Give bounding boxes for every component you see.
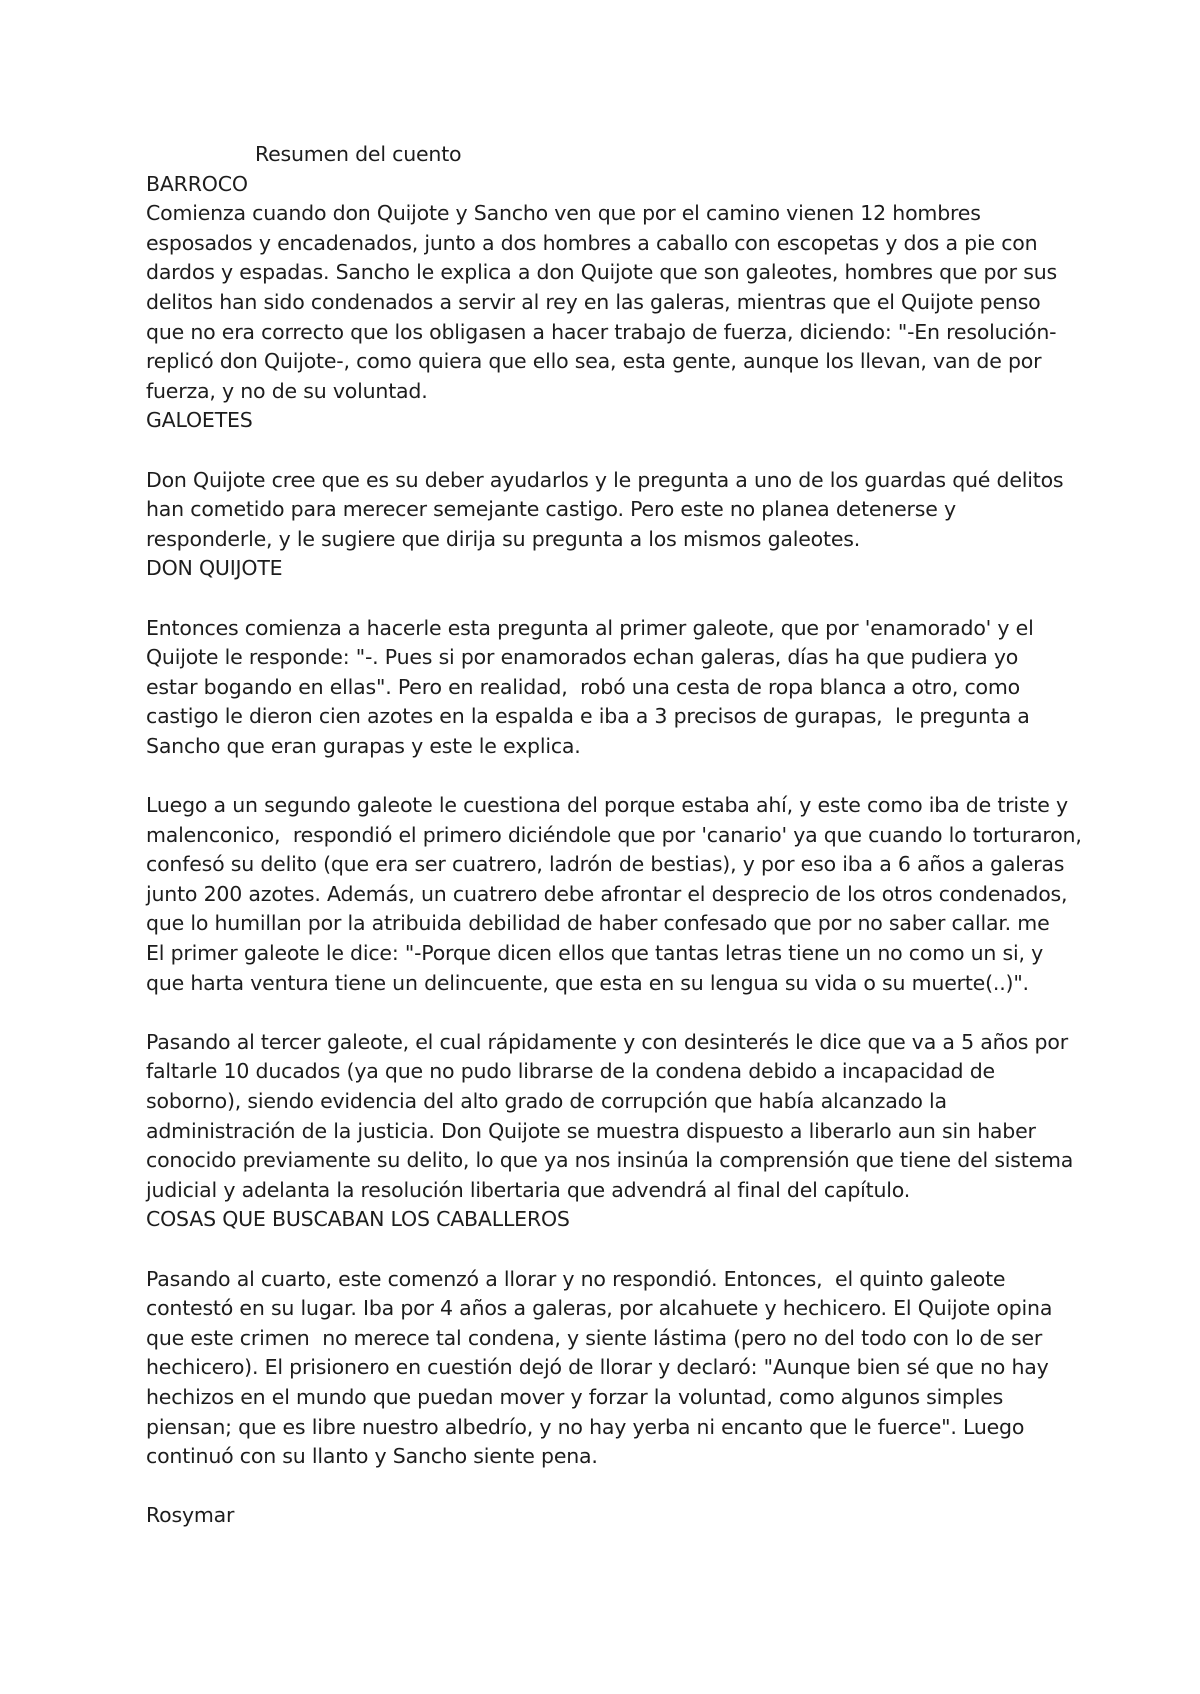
text-line: hechicero). El prisionero en cuestión dejó de llorar y declaró: "Aunque bien sé que no hay (146, 1355, 1049, 1380)
text-line: administración de la justicia. Don Quijote se muestra dispuesto a liberarlo aun sin haber (146, 1118, 1036, 1143)
text-line: Quijote le responde: "-. Pues si por enamorados echan galeras, días ha que pudiera yo (146, 645, 1019, 670)
text-line: replicó don Quijote-, como quiera que ello sea, esta gente, aunque los llevan, van de por (146, 349, 1042, 374)
section-heading-don-quijote: DON QUIJOTE (146, 556, 283, 581)
text-line: estar bogando en ellas". Pero en realidad, robó una cesta de ropa blanca a otro, como (146, 674, 1020, 699)
text-line: conocido previamente su delito, lo que ya nos insinúa la comprensión que tiene del sistema (146, 1148, 1074, 1173)
text-line: junto 200 azotes. Además, un cuatrero debe afrontar el desprecio de los otros condenados, (146, 881, 1068, 906)
text-line: contestó en su lugar. Iba por 4 años a galeras, por alcahuete y hechicero. El Quijote opina (146, 1296, 1053, 1321)
blank-line (146, 584, 1066, 614)
text-line: piensan; que es libre nuestro albedrío, y no hay yerba ni encanto que le fuerce". Luego (146, 1414, 1025, 1439)
text-line: Comienza cuando don Quijote y Sancho ven que por el camino vienen 12 hombres (146, 201, 981, 226)
document-title: Resumen del cuento (255, 142, 462, 166)
text-line: que no era correcto que los obligasen a hacer trabajo de fuerza, diciendo: "-En resolución- (146, 319, 1057, 344)
blank-line (146, 998, 1066, 1028)
author-signature: Rosymar (146, 1503, 235, 1528)
text-line: delitos han sido condenados a servir al rey en las galeras, mientras que el Quijote penso (146, 289, 1041, 314)
blank-line (146, 436, 1066, 466)
text-line: Don Quijote cree que es su deber ayudarlos y le pregunta a uno de los guardas qué delitos (146, 467, 1064, 492)
section-heading-cosas-que-buscaban: COSAS QUE BUSCABAN LOS CABALLEROS (146, 1207, 570, 1232)
section-heading-galoetes: GALOETES (146, 408, 253, 433)
text-line: El primer galeote le dice: "-Porque dicen ellos que tantas letras tiene un no como un si, y (146, 941, 1044, 966)
text-line: Sancho que eran gurapas y este le explica. (146, 733, 581, 758)
text-line: confesó su delito (que era ser cuatrero, ladrón de bestias), y por eso iba a 6 años a galeras (146, 852, 1065, 877)
blank-line (146, 761, 1066, 791)
document-page (146, 140, 1082, 1531)
blank-line (146, 1472, 1066, 1502)
text-line: Luego a un segundo galeote le cuestiona del porque estaba ahí, y este como iba de triste y (146, 793, 1068, 818)
text-line: dardos y espadas. Sancho le explica a don Quijote que son galeotes, hombres que por sus (146, 260, 1057, 285)
text-line: castigo le dieron cien azotes en la espalda e iba a 3 precisos de gurapas, le pregunta a (146, 704, 1030, 729)
text-line: continuó con su llanto y Sancho siente pena. (146, 1444, 598, 1469)
text-line: soborno), siendo evidencia del alto grado de corrupción que había alcanzado la (146, 1089, 947, 1113)
text-line: que este crimen no merece tal condena, y siente lástima (pero no del todo con lo de ser (146, 1325, 1043, 1350)
text-line: Pasando al tercer galeote, el cual rápidamente y con desinterés le dice que va a 5 años por (146, 1029, 1068, 1054)
text-line: esposados y encadenados, junto a dos hombres a caballo con escopetas y dos a pie con (146, 230, 1038, 255)
text-line: responderle, y le sugiere que dirija su pregunta a los mismos galeotes. (146, 526, 861, 551)
text-line: que harta ventura tiene un delincuente, que esta en su lengua su vida o su muerte(..)". (146, 970, 1029, 995)
text-line: judicial y adelanta la resolución libertaria que advendrá al final del capítulo. (146, 1177, 911, 1202)
text-line: han cometido para merecer semejante castigo. Pero este no planea detenerse y (146, 497, 956, 522)
text-line: hechizos en el mundo que puedan mover y forzar la voluntad, como algunos simples (146, 1384, 1004, 1409)
text-line: Pasando al cuarto, este comenzó a llorar y no respondió. Entonces, el quinto galeote (146, 1266, 1006, 1291)
text-line: que lo humillan por la atribuida debilidad de haber confesado que por no saber callar. me (146, 911, 1050, 936)
text-line: fuerza, y no de su voluntad. (146, 378, 428, 403)
section-heading-barroco: BARROCO (146, 171, 248, 196)
blank-line (146, 1235, 1066, 1265)
text-line: Entonces comienza a hacerle esta pregunta al primer galeote, que por 'enamorado' y el (146, 615, 1034, 640)
text-line: malenconico, respondió el primero diciéndole que por 'canario' ya que cuando lo torturaron, (146, 822, 1082, 847)
text-line: faltarle 10 ducados (ya que no pudo librarse de la condena debido a incapacidad de (146, 1059, 995, 1084)
